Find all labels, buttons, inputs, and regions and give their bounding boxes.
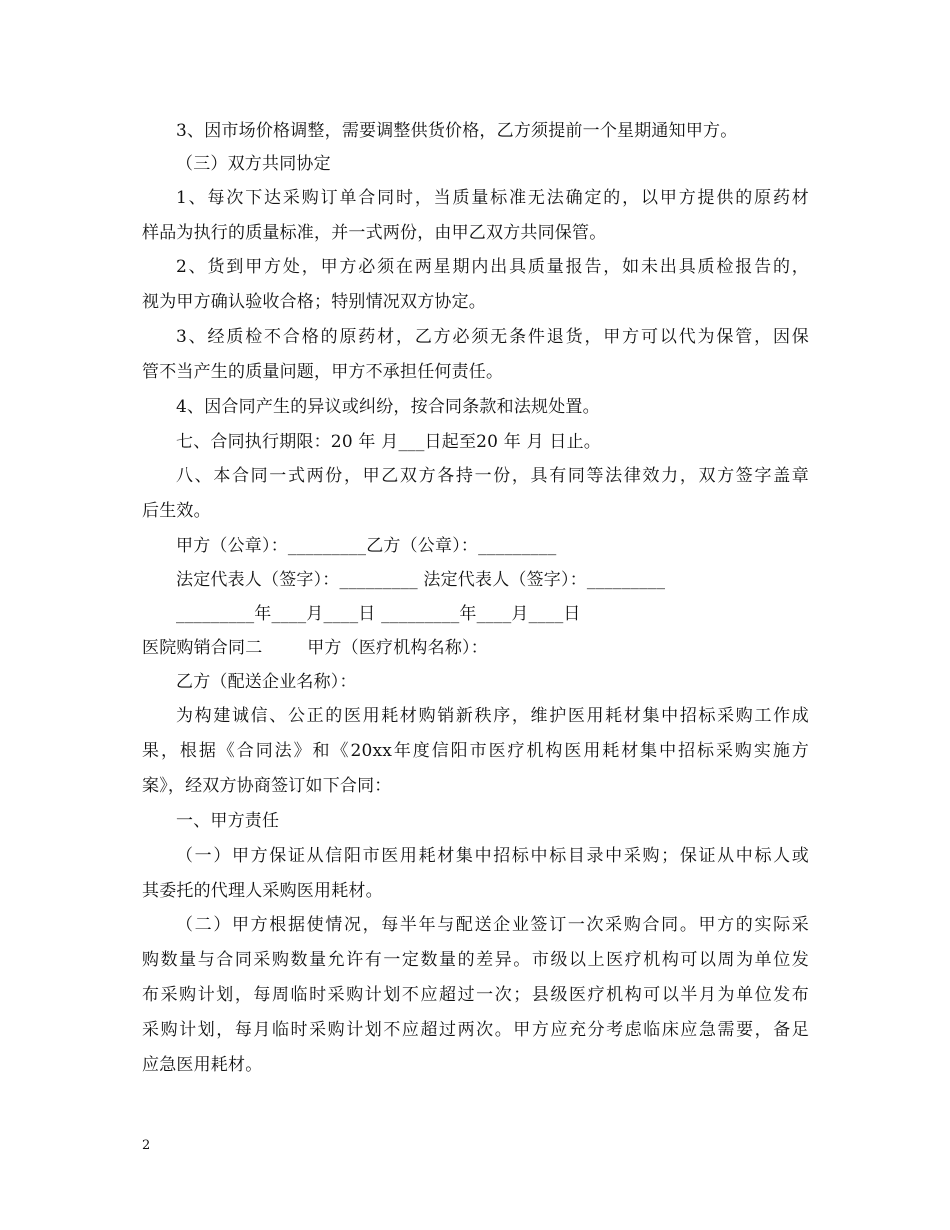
text-line-4: 样品为执行的质量标准，并一式两份，由甲乙双方共同保管。	[142, 223, 607, 243]
text-line-8: 管不当产生的质量问题，甲方不承担任何责任。	[142, 362, 504, 382]
text-line-9: 4、因合同产生的异议或纠纷，按合同条款和法规处置。	[176, 397, 600, 417]
section-heading-party-a-duties: 一、甲方责任	[176, 811, 280, 831]
text-line-11: 八、本合同一式两份，甲乙双方各持一份，具有同等法律效力，双方签字盖章	[176, 466, 809, 486]
text-line-25: 购数量与合同采购数量允许有一定数量的差异。市级以上医疗机构可以周为单位发	[142, 950, 809, 970]
text-line-1: 3、因市场价格调整，需要调整供货价格，乙方须提前一个星期通知甲方。	[176, 121, 738, 141]
text-line-28: 应急医用耗材。	[142, 1055, 263, 1075]
text-line-26: 布采购计划，每周临时采购计划不应超过一次；县级医疗机构可以半月为单位发布	[142, 985, 809, 1005]
text-line-12: 后生效。	[142, 501, 211, 521]
text-line-18: 为构建诚信、公正的医用耗材购销新秩序，维护医用耗材集中招标采购工作成	[176, 706, 809, 726]
text-line-6: 视为甲方确认验收合格；特别情况双方协定。	[142, 292, 486, 312]
signature-line-representatives: 法定代表人（签字）：_________ 法定代表人（签字）：_________	[176, 570, 666, 590]
text-line-3: 1、每次下达采购订单合同时，当质量标准无法确定的，以甲方提供的原药材	[176, 188, 809, 208]
text-line-22: （一）甲方保证从信阳市医用耗材集中招标中标目录中采购；保证从中标人或	[176, 846, 809, 866]
signature-line-dates: _________年____月____日 _________年____月____日	[176, 604, 581, 624]
text-line-5: 2、货到甲方处，甲方必须在两星期内出具质量报告，如未出具质检报告的，	[176, 257, 809, 277]
page-number: 2	[142, 1138, 151, 1153]
text-line-24: （二）甲方根据使情况，每半年与配送企业签订一次采购合同。甲方的实际采	[176, 915, 809, 935]
text-line-2: （三）双方共同协定	[176, 154, 331, 174]
text-line-27: 采购计划，每月临时采购计划不应超过两次。甲方应充分考虑临床应急需要，备足	[142, 1020, 809, 1040]
text-line-20: 案》，经双方协商签订如下合同：	[142, 776, 392, 796]
text-line-party-b: 乙方（配送企业名称）：	[176, 672, 357, 692]
text-line-19: 果，根据《合同法》和《20xx年度信阳市医疗机构医用耗材集中招标采购实施方	[142, 741, 809, 761]
section-heading-contract-two: 医院购销合同二 甲方（医疗机构名称）：	[142, 638, 488, 658]
text-line-10: 七、合同执行期限：20 年 月___日起至20 年 月 日止。	[176, 432, 601, 452]
text-line-23: 其委托的代理人采购医用耗材。	[142, 881, 383, 901]
signature-line-party-seals: 甲方（公章）：_________乙方（公章）：_________	[176, 536, 557, 556]
text-line-7: 3、经质检不合格的原药材，乙方必须无条件退货，甲方可以代为保管，因保	[176, 327, 809, 347]
